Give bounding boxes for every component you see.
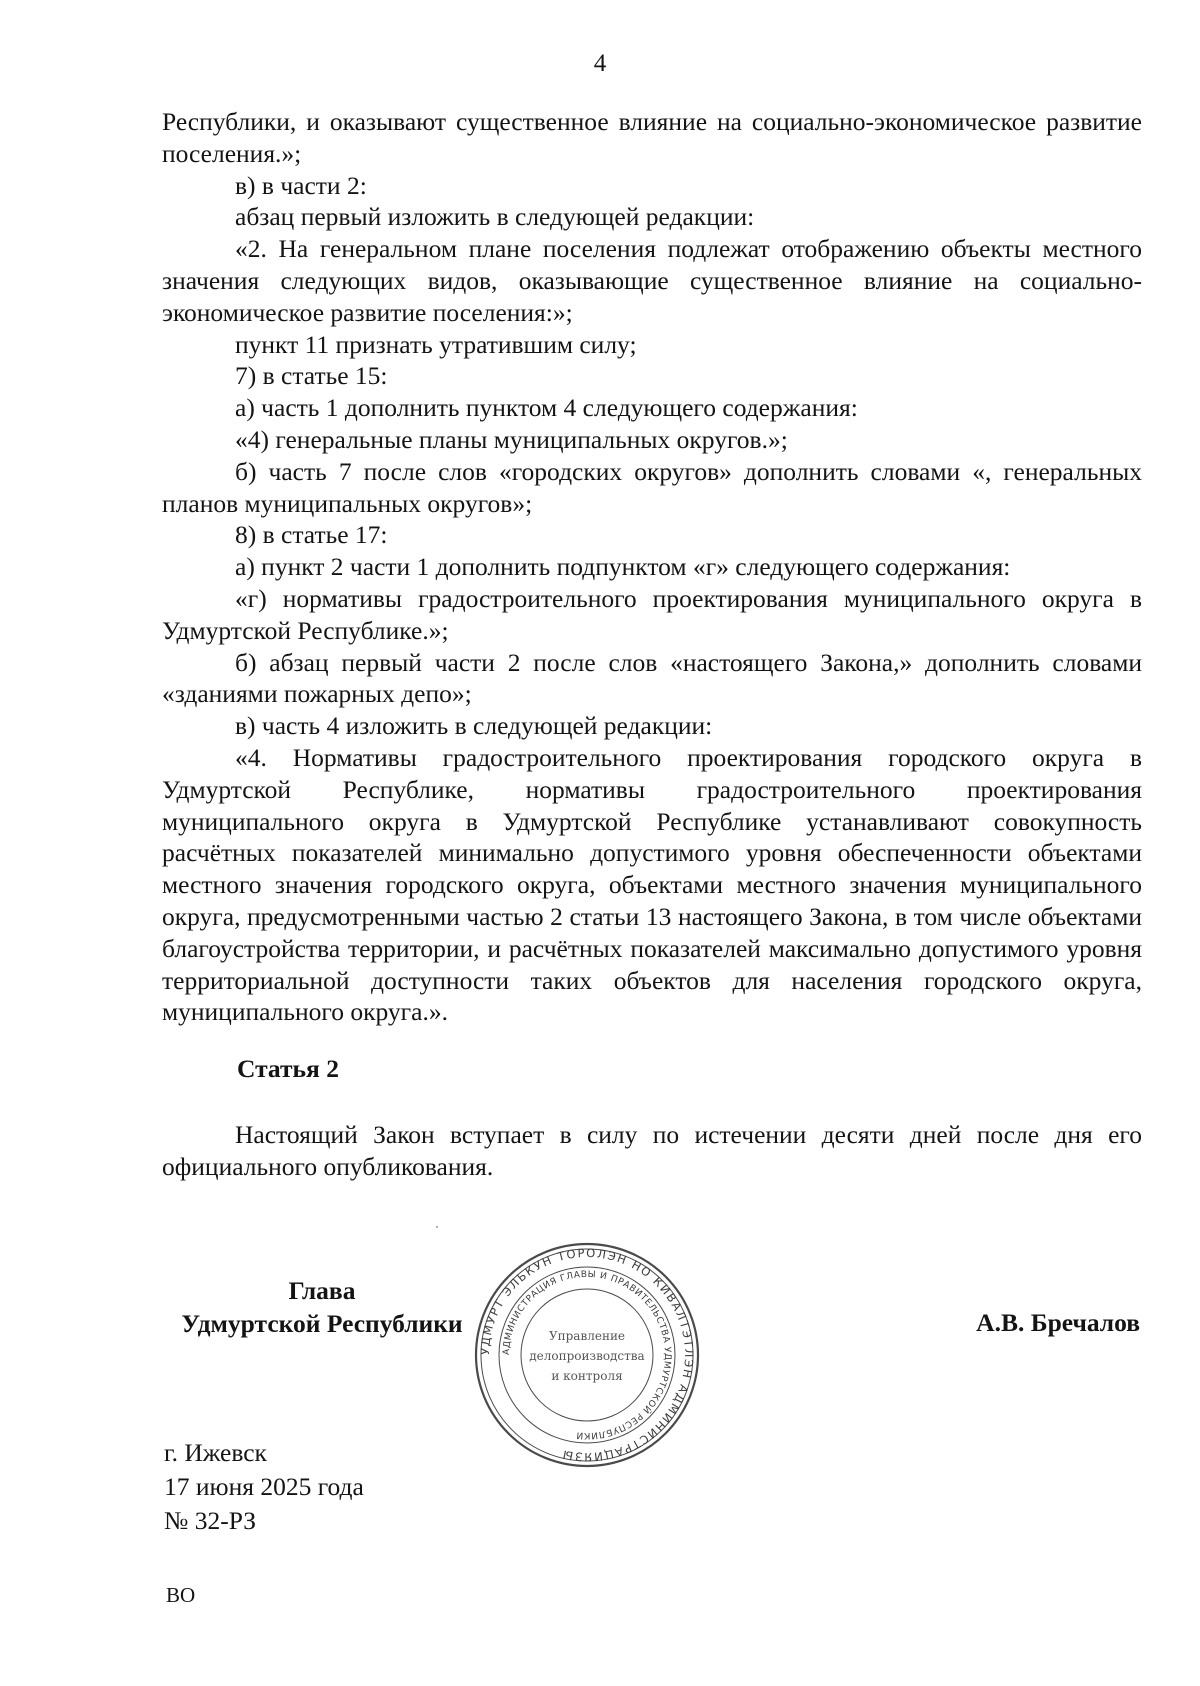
scan-speck <box>436 1226 438 1228</box>
paragraph: а) часть 1 дополнить пунктом 4 следующего содержания: <box>235 393 858 423</box>
paragraph: 8) в статье 17: <box>235 520 388 550</box>
article-paragraph: Настоящий Закон вступает в силу по истечении десяти дней после дня его официального опубликования. <box>162 1120 1142 1181</box>
signatory-name: А.В. Бречалов <box>976 1308 1140 1337</box>
seal-center-line2: делопроизводства <box>529 1349 645 1363</box>
place: г. Ижевск <box>164 1438 267 1467</box>
body-text <box>162 106 1142 1028</box>
paragraph: б) абзац первый части 2 после слов «настоящего Закона,» дополнить словами «зданиями пожарных депо»; <box>162 647 1142 709</box>
paragraph: Республики, и оказывают существенное влияние на социально-экономическое развитие поселения.»; <box>162 107 1142 168</box>
paragraph: а) пункт 2 части 1 дополнить подпунктом «г» следующего содержания: <box>235 552 1011 582</box>
paragraph: 7) в статье 15: <box>235 361 388 391</box>
date: 17 июня 2025 года <box>164 1472 364 1501</box>
paragraph: абзац первый изложить в следующей редакции: <box>235 202 755 232</box>
law-number: № 32-РЗ <box>164 1506 256 1535</box>
paragraph: в) в части 2: <box>235 170 367 200</box>
paragraph: «г) нормативы градостроительного проектирования муниципального округа в Удмуртской Республике.»; <box>162 583 1142 645</box>
seal-center-line3: и контроля <box>551 1369 623 1383</box>
author-initials: ВО <box>166 1583 196 1607</box>
seal-center-line1: Управление <box>548 1329 626 1343</box>
article-heading: Статья 2 <box>237 1054 339 1083</box>
paragraph: «4. Нормативы градостроительного проектирования городского округа в Удмуртской Республике, нормативы градостроительного проектирования муниципального округа в Удмуртской Республике устанавливают совокупность расчётных показателей минимально допустимого уровня обеспеченности объектами местного значения городского округа, объектами местного значения муниципального округа, предусмотренными частью 2 статьи 13 настоящего Закона, в том числе объектами благоустройства территории, и расчётных показателей максимально допустимого уровня территориальной доступности таких объектов для населения городского округа, муниципального округа.». <box>162 742 1142 1027</box>
paragraph: б) часть 7 после слов «городских округов» дополнить словами «, генеральных планов муниципальных округов»; <box>162 456 1142 518</box>
article-text <box>162 1119 1142 1183</box>
paragraph: пункт 11 признать утратившим силу; <box>235 329 637 359</box>
page-number: 4 <box>593 50 607 77</box>
seal-inner-text: АДМИНИСТРАЦИЯ ГЛАВЫ И ПРАВИТЕЛЬСТВА УДМУРТСКОЙ РЕСПУБЛИКИ <box>501 1269 673 1441</box>
signatory-title-line2: Удмуртской Республики <box>181 1309 463 1338</box>
paragraph: «2. На генеральном плане поселения подлежат отображению объекты местного значения следующих видов, оказывающие существенное влияние на социально-экономическое развитие поселения:»; <box>162 234 1142 327</box>
paragraph: в) часть 4 изложить в следующей редакции: <box>235 711 713 741</box>
paragraph: «4) генеральные планы муниципальных округов.»; <box>235 424 788 454</box>
official-seal <box>472 1240 702 1470</box>
signatory-title-line1: Глава <box>288 1276 356 1305</box>
document-meta <box>164 1436 364 1538</box>
seal-outer-text: УДМУРТ ЭЛЬКУН ТОРОЛЭН НО КИВАЛТЭТЛЭН АДМИНИСТРАЦИЯЗЫ <box>477 1245 697 1465</box>
signatory-title <box>162 1274 482 1340</box>
